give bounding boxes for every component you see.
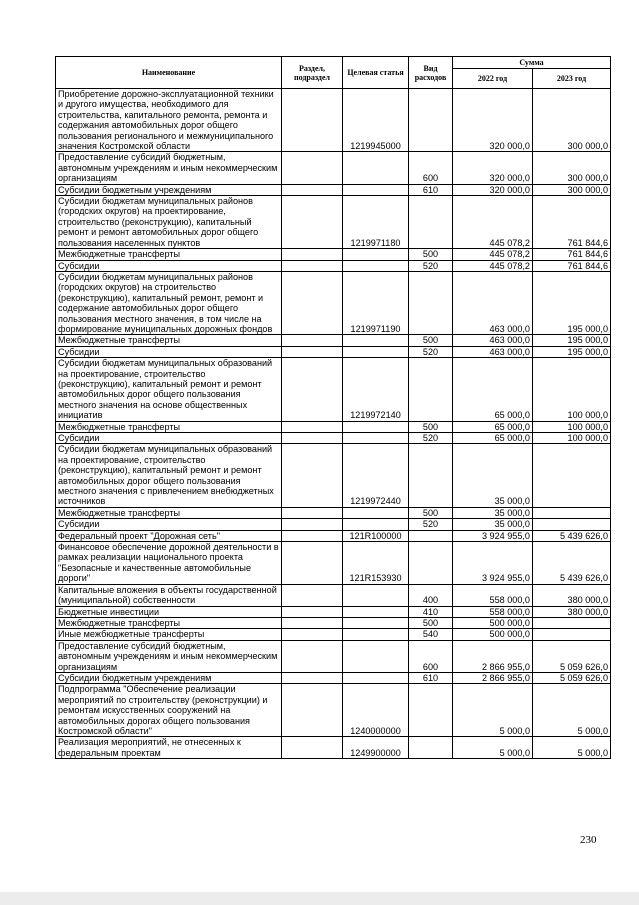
cell-target: [343, 184, 409, 195]
cell-target: [343, 519, 409, 530]
cell-name: Субсидии: [56, 519, 282, 530]
cell-section: [282, 672, 343, 683]
cell-target: [343, 584, 409, 606]
cell-name: Субсидии бюджетам муниципальных районов (городских округов) на проектирование, строительство (реконструкцию), капитальный ремонт и ремонт автомобильных дорог общего пользования населенных пунктов: [56, 196, 282, 249]
cell-target: 1249900000: [343, 737, 409, 759]
cell-type: 600: [409, 640, 453, 672]
cell-section: [282, 542, 343, 585]
cell-type: 610: [409, 184, 453, 195]
table-row: [56, 617, 611, 628]
header-name: Наименование: [56, 57, 282, 89]
cell-target: [343, 249, 409, 260]
table-row: [56, 519, 611, 530]
table-row: [56, 606, 611, 617]
table-row: [56, 249, 611, 260]
cell-sum-2022: 3 924 955,0: [453, 530, 533, 541]
cell-type: [409, 358, 453, 421]
cell-name: Субсидии бюджетам муниципальных образований на проектирование, строительство (реконструкцию), капитальный ремонт и ремонт автомобильных дорог общего пользования местного значения на основе общественных инициатив: [56, 358, 282, 421]
table-row: [56, 433, 611, 444]
cell-sum-2023: 761 844,6: [533, 260, 611, 271]
cell-name: Реализация мероприятий, не отнесенных к федеральным проектам: [56, 737, 282, 759]
cell-name: Межбюджетные трансферты: [56, 421, 282, 432]
cell-sum-2022: 35 000,0: [453, 507, 533, 518]
cell-name: Капитальные вложения в объекты государственной (муниципальной) собственности: [56, 584, 282, 606]
cell-name: Предоставление субсидий бюджетным, автономным учреждениям и иным некоммерческим организациям: [56, 152, 282, 184]
cell-name: Бюджетные инвестиции: [56, 606, 282, 617]
cell-type: 600: [409, 152, 453, 184]
cell-sum-2023: 380 000,0: [533, 606, 611, 617]
table-row: [56, 530, 611, 541]
cell-type: 540: [409, 629, 453, 640]
table-row: [56, 358, 611, 421]
cell-sum-2023: 100 000,0: [533, 358, 611, 421]
cell-type: [409, 89, 453, 152]
cell-name: Субсидии бюджетам муниципальных районов (городских округов) на строительство (реконструкцию), капитальный ремонт, ремонт и содержание автомобильных дорог общего пользования местного значения, в том числе на формирование муниципальных дорожных фондов: [56, 271, 282, 334]
table-body: [56, 89, 611, 759]
table-row: [56, 444, 611, 507]
cell-name: Субсидии бюджетным учреждениям: [56, 184, 282, 195]
cell-sum-2022: 35 000,0: [453, 519, 533, 530]
cell-section: [282, 530, 343, 541]
cell-sum-2023: 5 059 626,0: [533, 672, 611, 683]
cell-sum-2022: 320 000,0: [453, 152, 533, 184]
cell-section: [282, 684, 343, 737]
cell-sum-2023: 761 844,6: [533, 249, 611, 260]
cell-sum-2023: 100 000,0: [533, 421, 611, 432]
cell-sum-2022: 463 000,0: [453, 335, 533, 346]
cell-type: [409, 196, 453, 249]
cell-sum-2022: 500 000,0: [453, 617, 533, 628]
cell-section: [282, 507, 343, 518]
cell-name: Субсидии бюджетам муниципальных образований на проектирование, строительство (реконструкцию), капитальный ремонт и ремонт автомобильных дорог общего пользования местного значения с привлечением внебюджетных источников: [56, 444, 282, 507]
cell-target: [343, 346, 409, 357]
table-row: [56, 271, 611, 334]
cell-sum-2023: 195 000,0: [533, 346, 611, 357]
cell-type: [409, 737, 453, 759]
table-row: [56, 184, 611, 195]
cell-section: [282, 249, 343, 260]
cell-sum-2023: 5 439 626,0: [533, 542, 611, 585]
cell-sum-2022: 35 000,0: [453, 444, 533, 507]
cell-target: [343, 629, 409, 640]
cell-type: [409, 684, 453, 737]
cell-type: 500: [409, 249, 453, 260]
table-row: [56, 584, 611, 606]
header-type: Вид расходов: [409, 57, 453, 89]
cell-type: 520: [409, 519, 453, 530]
cell-sum-2022: 5 000,0: [453, 737, 533, 759]
cell-section: [282, 89, 343, 152]
header-year-2023: 2023 год: [533, 69, 611, 89]
cell-name: Субсидии: [56, 346, 282, 357]
table-row: [56, 421, 611, 432]
cell-section: [282, 584, 343, 606]
cell-type: 500: [409, 507, 453, 518]
cell-type: 520: [409, 346, 453, 357]
budget-table: [55, 56, 611, 759]
cell-section: [282, 606, 343, 617]
cell-sum-2022: 3 924 955,0: [453, 542, 533, 585]
cell-name: Субсидии: [56, 433, 282, 444]
table-row: [56, 152, 611, 184]
cell-sum-2022: 320 000,0: [453, 89, 533, 152]
cell-target: 1219972140: [343, 358, 409, 421]
table-row: [56, 89, 611, 152]
cell-target: 1219971190: [343, 271, 409, 334]
cell-sum-2022: 5 000,0: [453, 684, 533, 737]
cell-sum-2023: 5 000,0: [533, 737, 611, 759]
cell-type: 400: [409, 584, 453, 606]
cell-target: [343, 152, 409, 184]
cell-sum-2023: 5 059 626,0: [533, 640, 611, 672]
cell-section: [282, 346, 343, 357]
header-section: Раздел, подраздел: [282, 57, 343, 89]
cell-target: [343, 433, 409, 444]
cell-section: [282, 629, 343, 640]
cell-name: Приобретение дорожно-эксплуатационной техники и другого имущества, необходимого для строительства, капитального ремонта, ремонта и содержания автомобильных дорог общего пользования регионального и межмуниципального значения Костромской области: [56, 89, 282, 152]
cell-sum-2023: 380 000,0: [533, 584, 611, 606]
cell-target: 1219971180: [343, 196, 409, 249]
cell-type: 520: [409, 260, 453, 271]
cell-name: Субсидии: [56, 260, 282, 271]
cell-sum-2022: 65 000,0: [453, 358, 533, 421]
cell-sum-2022: 445 078,2: [453, 196, 533, 249]
cell-type: 500: [409, 617, 453, 628]
cell-sum-2022: 65 000,0: [453, 433, 533, 444]
page-number: 230: [580, 834, 597, 846]
cell-target: 121R153930: [343, 542, 409, 585]
cell-sum-2023: 761 844,6: [533, 196, 611, 249]
cell-name: Межбюджетные трансферты: [56, 617, 282, 628]
cell-section: [282, 617, 343, 628]
cell-target: [343, 335, 409, 346]
cell-section: [282, 421, 343, 432]
cell-name: Предоставление субсидий бюджетным, автономным учреждениям и иным некоммерческим организациям: [56, 640, 282, 672]
table-row: [56, 684, 611, 737]
cell-type: 520: [409, 433, 453, 444]
header-target: Целевая статья: [343, 57, 409, 89]
viewer-bottom-strip: [0, 892, 639, 905]
cell-sum-2023: [533, 629, 611, 640]
cell-name: Межбюджетные трансферты: [56, 249, 282, 260]
cell-sum-2022: 558 000,0: [453, 584, 533, 606]
cell-sum-2022: 320 000,0: [453, 184, 533, 195]
cell-target: [343, 260, 409, 271]
cell-sum-2022: 2 866 955,0: [453, 672, 533, 683]
cell-sum-2023: 100 000,0: [533, 433, 611, 444]
cell-section: [282, 358, 343, 421]
cell-sum-2023: 300 000,0: [533, 184, 611, 195]
cell-target: [343, 672, 409, 683]
cell-type: [409, 271, 453, 334]
cell-section: [282, 271, 343, 334]
cell-type: 410: [409, 606, 453, 617]
cell-target: [343, 606, 409, 617]
table-row: [56, 672, 611, 683]
cell-sum-2023: 5 000,0: [533, 684, 611, 737]
cell-target: 1219972440: [343, 444, 409, 507]
cell-sum-2023: 300 000,0: [533, 152, 611, 184]
cell-sum-2022: 463 000,0: [453, 346, 533, 357]
cell-target: [343, 507, 409, 518]
table-row: [56, 260, 611, 271]
cell-section: [282, 737, 343, 759]
cell-name: Субсидии бюджетным учреждениям: [56, 672, 282, 683]
cell-sum-2023: 5 439 626,0: [533, 530, 611, 541]
table-row: [56, 542, 611, 585]
cell-type: [409, 542, 453, 585]
table-row: [56, 737, 611, 759]
cell-sum-2023: 195 000,0: [533, 271, 611, 334]
cell-section: [282, 260, 343, 271]
cell-section: [282, 335, 343, 346]
cell-sum-2022: 445 078,2: [453, 260, 533, 271]
cell-target: [343, 421, 409, 432]
header-year-2022: 2022 год: [453, 69, 533, 89]
table-row: [56, 346, 611, 357]
cell-section: [282, 519, 343, 530]
cell-sum-2023: [533, 507, 611, 518]
cell-sum-2022: 2 866 955,0: [453, 640, 533, 672]
cell-name: Подпрограмма "Обеспечение реализации мероприятий по строительству (реконструкции) и ремонтам искусственных сооружений на автомобильных дорогах общего пользования Костромской области": [56, 684, 282, 737]
cell-type: 500: [409, 421, 453, 432]
cell-section: [282, 196, 343, 249]
cell-sum-2022: 500 000,0: [453, 629, 533, 640]
cell-name: Иные межбюджетные трансферты: [56, 629, 282, 640]
cell-name: Межбюджетные трансферты: [56, 507, 282, 518]
cell-section: [282, 433, 343, 444]
cell-sum-2022: 463 000,0: [453, 271, 533, 334]
cell-sum-2023: [533, 519, 611, 530]
cell-section: [282, 640, 343, 672]
cell-sum-2023: 300 000,0: [533, 89, 611, 152]
cell-type: [409, 444, 453, 507]
cell-target: 1240000000: [343, 684, 409, 737]
cell-sum-2023: [533, 617, 611, 628]
cell-name: Межбюджетные трансферты: [56, 335, 282, 346]
table-row: [56, 335, 611, 346]
cell-type: [409, 530, 453, 541]
cell-sum-2023: 195 000,0: [533, 335, 611, 346]
cell-section: [282, 444, 343, 507]
cell-sum-2022: 65 000,0: [453, 421, 533, 432]
table-row: [56, 196, 611, 249]
cell-type: 500: [409, 335, 453, 346]
cell-name: Федеральный проект "Дорожная сеть": [56, 530, 282, 541]
table-row: [56, 629, 611, 640]
cell-sum-2022: 558 000,0: [453, 606, 533, 617]
header-sum: Сумма: [453, 57, 611, 69]
cell-name: Финансовое обеспечение дорожной деятельности в рамках реализации национального проекта "Безопасные и качественные автомобильные дороги": [56, 542, 282, 585]
cell-target: 121R100000: [343, 530, 409, 541]
cell-sum-2023: [533, 444, 611, 507]
cell-section: [282, 184, 343, 195]
cell-type: 610: [409, 672, 453, 683]
table-row: [56, 640, 611, 672]
table-row: [56, 507, 611, 518]
cell-target: [343, 640, 409, 672]
cell-sum-2022: 445 078,2: [453, 249, 533, 260]
cell-target: [343, 617, 409, 628]
cell-target: 1219945000: [343, 89, 409, 152]
cell-section: [282, 152, 343, 184]
